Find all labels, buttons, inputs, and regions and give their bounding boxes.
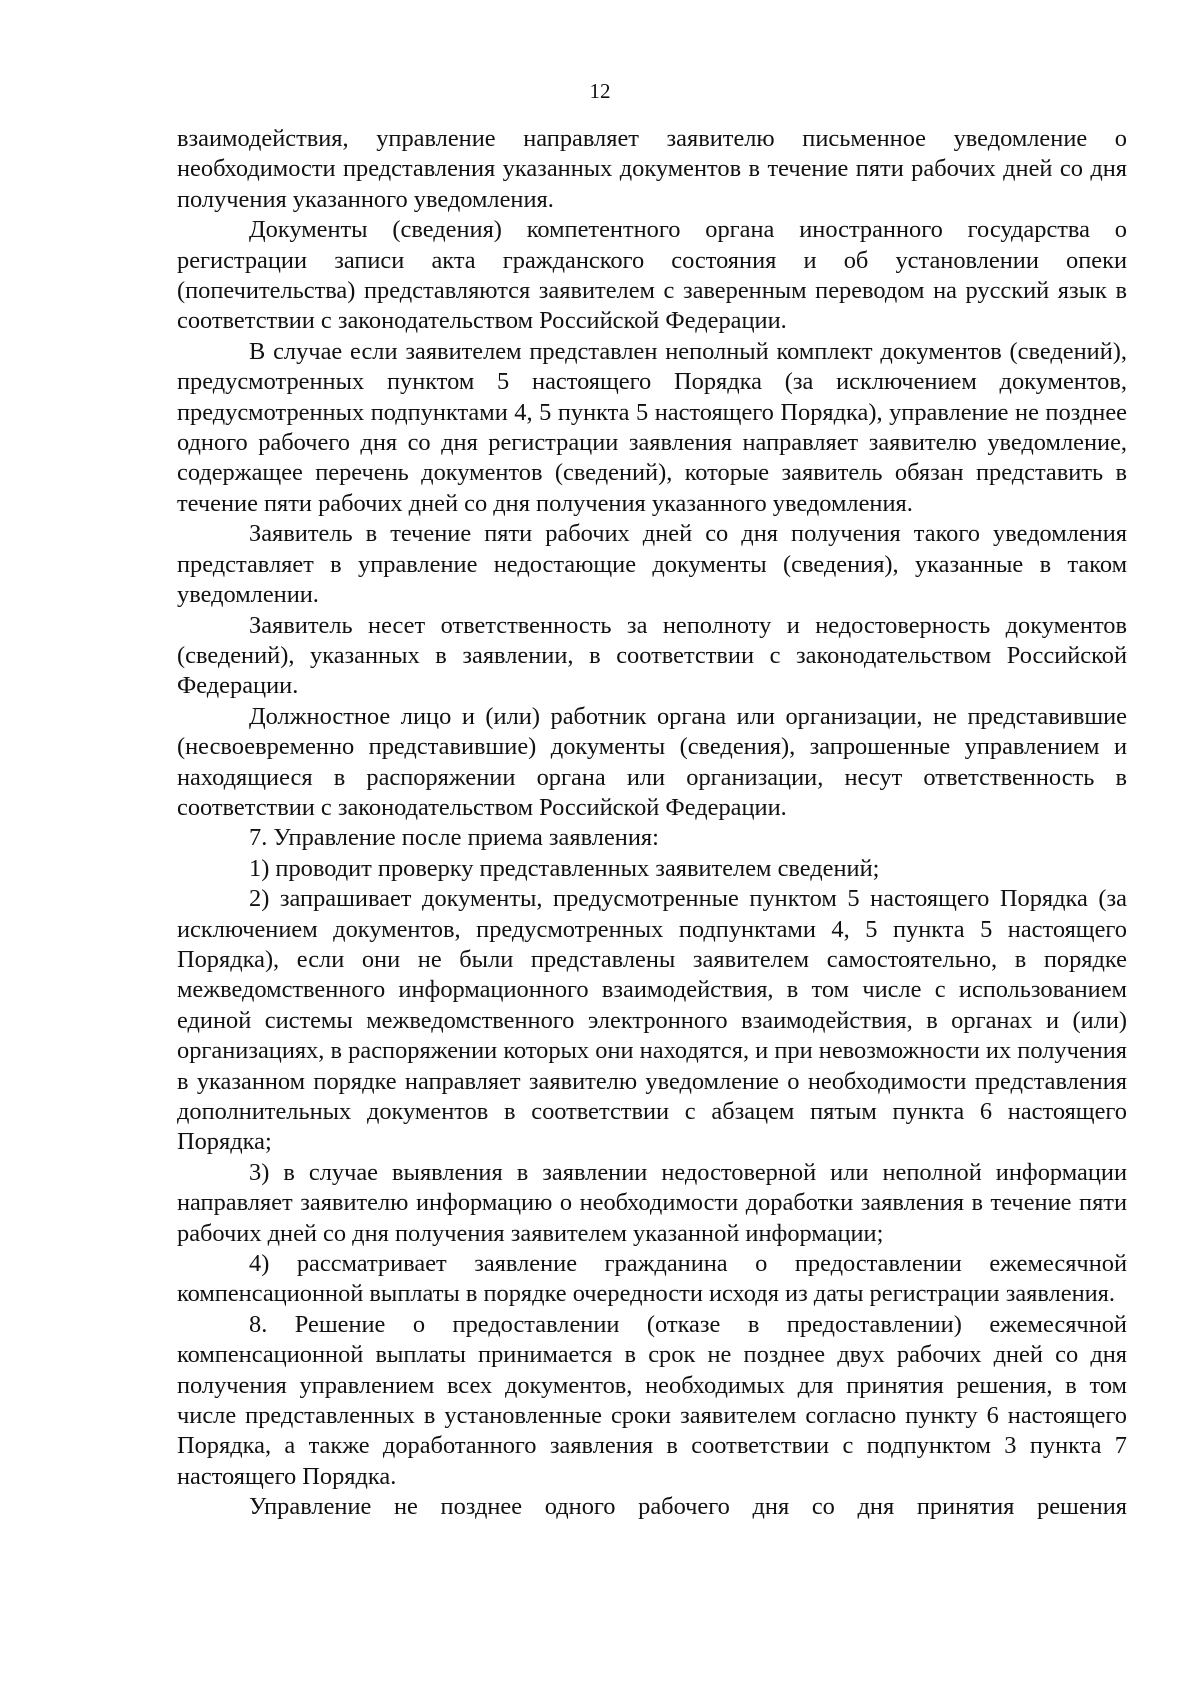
paragraph-item-7-2: 2) запрашивает документы, предусмотренные пунктом 5 настоящего Порядка (за исключением документов, предусмотренных подпунктами 4, 5 пункта 5 настоящего Порядка), если они не были представлены заявителем самостоятельно, в порядке межведомственного информационного взаимодействия, в том числе с использованием единой системы межведомственного электронного взаимодействия, в органах и (или) организациях, в распоряжении которых они находятся, и при невозможности их получения в указанном порядке направляет заявителю уведомление о необходимости представления дополнительных документов в соответствии с абзацем пятым пункта 6 настоящего Порядка; — [177, 885, 1127, 1156]
paragraph-official-responsibility: Должностное лицо и (или) работник органа или организации, не представившие (несвоевременно представившие) документы (сведения), запрошенные управлением и находящиеся в распоряжении органа или организации, несут ответственность в соответствии с законодательством Российской Федерации. — [177, 702, 1127, 821]
paragraph-foreign-documents: Документы (сведения) компетентного органа иностранного государства о регистрации записи акта гражданского состояния и об установлении опеки (попечительства) представляются заявителем с заверенным переводом на русский язык в соответствии с законодательством Российской Федерации. — [177, 216, 1127, 335]
paragraph-applicant-responsibility: Заявитель несет ответственность за неполноту и недостоверность документов (сведений), указанных в заявлении, в соответствии с законодательством Российской Федерации. — [177, 611, 1127, 700]
paragraph-item-7-heading: 7. Управление после приема заявления: — [249, 824, 659, 852]
paragraph-incomplete-set: В случае если заявителем представлен неполный комплект документов (сведений), предусмотренных пунктом 5 настоящего Порядка (за исключением документов, предусмотренных подпунктами 4, 5 пункта 5 настоящего Порядка), управление не позднее одного рабочего дня со дня регистрации заявления направляет заявителю уведомление, содержащее перечень документов (сведений), которые заявитель обязан представить в течение пяти рабочих дней со дня получения указанного уведомления. — [177, 337, 1127, 517]
paragraph-item-7-3: 3) в случае выявления в заявлении недостоверной или неполной информации направляет заявителю информацию о необходимости доработки заявления в течение пяти рабочих дней со дня получения заявителем указанной информации; — [177, 1158, 1127, 1247]
paragraph-applicant-submits: Заявитель в течение пяти рабочих дней со дня получения такого уведомления представляет в управление недостающие документы (сведения), указанные в таком уведомлении. — [177, 520, 1127, 609]
paragraph-continuation: взаимодействия, управление направляет заявителю письменное уведомление о необходимости представления указанных документов в течение пяти рабочих дней со дня получения указанного уведомления. — [177, 125, 1127, 213]
page-number: 12 — [589, 79, 611, 103]
paragraph-trailing-fragment: Управление не позднее одного рабочего дня со дня принятия решения — [249, 1493, 1127, 1521]
document-body — [177, 124, 1127, 1523]
paragraph-item-7-4: 4) рассматривает заявление гражданина о предоставлении ежемесячной компенсационной выплаты в порядке очередности исходя из даты регистрации заявления. — [177, 1250, 1127, 1308]
paragraph-item-7-1: 1) проводит проверку представленных заявителем сведений; — [249, 854, 880, 882]
paragraph-item-8: 8. Решение о предоставлении (отказе в предоставлении) ежемесячной компенсационной выплаты принимается в срок не позднее двух рабочих дней со дня получения управлением всех документов, необходимых для принятия решения, в том числе представленных в установленные сроки заявителем согласно пункту 6 настоящего Порядка, а также доработанного заявления в соответствии с подпунктом 3 пункта 7 настоящего Порядка. — [177, 1310, 1127, 1490]
